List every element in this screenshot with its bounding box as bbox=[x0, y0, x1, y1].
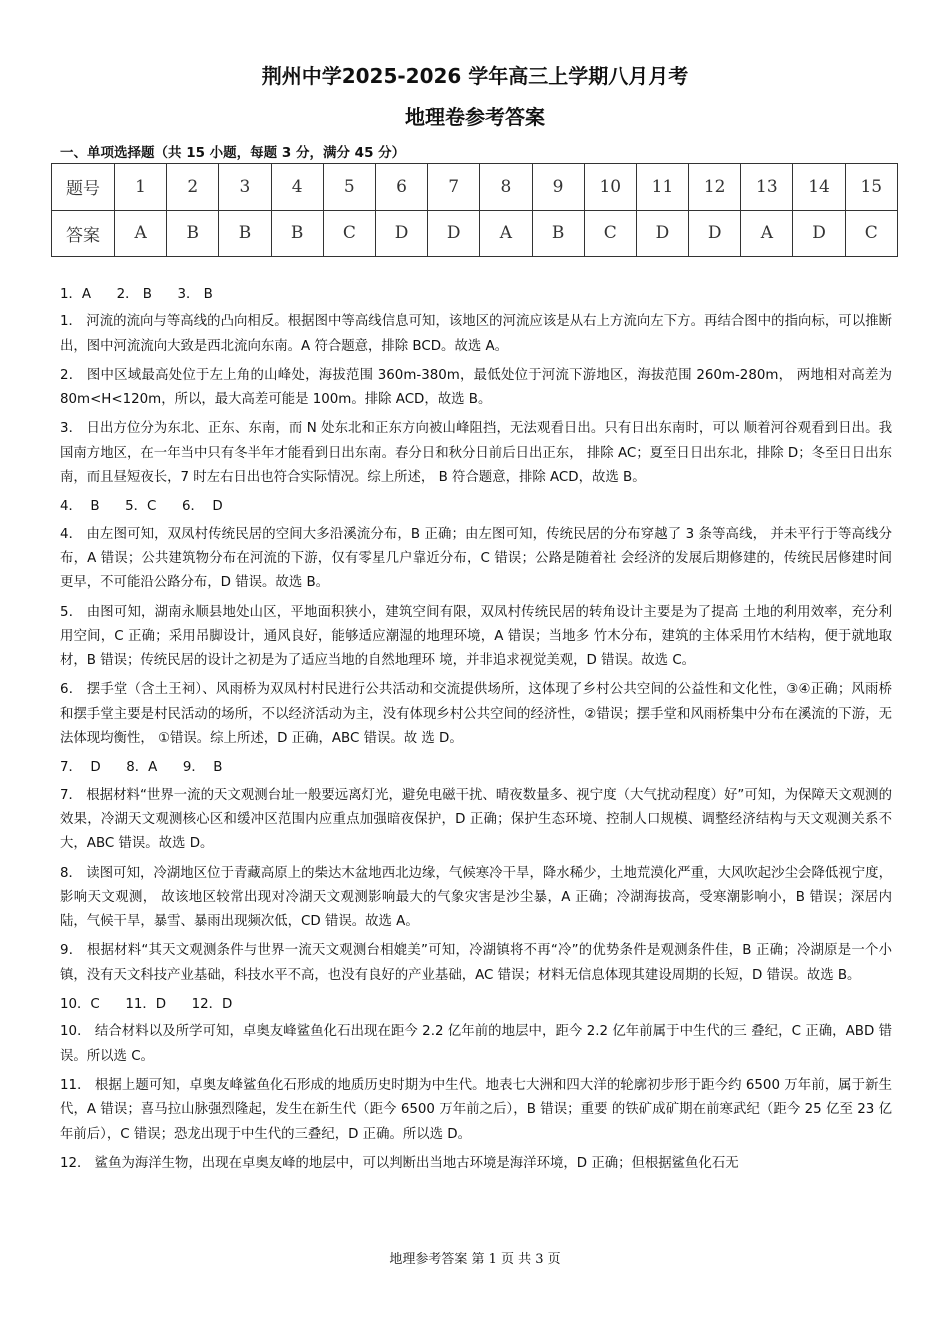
explanation-paragraph: 8． 读图可知，冷湖地区位于青藏高原上的柴达木盆地西北边缘，气候寒冷干旱，降水稀少，土地荒漠化严重，大风吹起沙尘会降低视宁度，影响天文观测， 故该地区较常出现对冷湖天文观测影响最大的气象灾害是沙尘暴，A 正确；冷湖海拔高，受寒潮影响小，B 错误；深居内陆，气候干旱，暴雪、暴雨出现频次低，CD 错误。故选 A。 bbox=[60, 865, 892, 930]
question-number-cell: 13 bbox=[741, 164, 793, 211]
answer-cell: D bbox=[793, 210, 845, 257]
explanation-paragraph: 5． 由图可知，湖南永顺县地处山区，平地面积狭小，建筑空间有限，双凤村传统民居的转角设计主要是为了提高 土地的利用效率，充分利用空间，C 正确；采用吊脚设计，通风良好，能够适应潮湿的地理环境，A 错误；当地多 竹木分布，建筑的主体采用竹木结构，便于就地取材，B 错误；传统民居的设计之初是为了适应当地的自然地理环 境，并非追求视觉美观，D 错误。故选 C。 bbox=[60, 604, 892, 669]
explanation-paragraph: 6． 摆手堂（含土王祠）、风雨桥为双凤村村民进行公共活动和交流提供场所，这体现了乡村公共空间的公益性和文化性，③④正确；风雨桥和摆手堂主要是村民活动的场所，不以经济活动为主，没有体现乡村公共空间的经济性，②错误；摆手堂和风雨桥集中分布在溪流的下游，无法体现均衡性， ①错误。综上所述，D 正确，ABC 错误。故 选 D。 bbox=[60, 682, 892, 747]
question-number-cell: 1 bbox=[115, 164, 167, 211]
question-number-cell: 15 bbox=[845, 164, 897, 211]
answer-summary-line: 7． D 8．A 9． B bbox=[60, 760, 223, 776]
explanation-paragraph: 9． 根据材料“其天文观测条件与世界一流天文观测台相媲美”可知，冷湖镇将不再“冷”的优势条件是观测条件佳，B 正确；冷湖原是一个小镇，没有天文科技产业基础，科技水平不高，也没有良好的产业基础，AC 错误；材料无信息体现其建设周期的长短，D 错误。故选 B。 bbox=[60, 943, 892, 983]
table-row-answers bbox=[52, 210, 898, 257]
explanation-paragraph: 10． 结合材料以及所学可知，卓奥友峰鲨鱼化石出现在距今 2.2 亿年前的地层中，距今 2.2 亿年前属于中生代的三 叠纪，C 正确，ABD 错误。所以选 C。 bbox=[60, 1024, 892, 1064]
answer-cell: D bbox=[375, 210, 427, 257]
question-number-cell: 7 bbox=[428, 164, 480, 211]
answer-cell: B bbox=[532, 210, 584, 257]
explanation-paragraph: 4． 由左图可知，双凤村传统民居的空间大多沿溪流分布，B 正确；由左图可知，传统民居的分布穿越了 3 条等高线， 并未平行于等高线分布，A 错误；公共建筑物分布在河流的下游，仅有零星几户靠近分布，C 错误；公路是随着社 会经济的发展后期修建的，传统民居修建时间更早，不可能沿公路分布，D 错误。故选 B。 bbox=[60, 526, 892, 591]
answer-cell: B bbox=[271, 210, 323, 257]
explanation-paragraph: 11． 根据上题可知，卓奥友峰鲨鱼化石形成的地质历史时期为中生代。地表七大洲和四大洋的轮廓初步形于距今约 6500 万年前，属于新生代，A 错误；喜马拉山脉强烈隆起，发生在新生代（距今 6500 万年前之后），B 错误；重要 的铁矿成矿期在前寒武纪（距今 25 亿至 23 亿年前后），C 错误；恐龙出现于中生代的三叠纪，D 正确。所以选 D。 bbox=[60, 1077, 892, 1142]
answer-cell: B bbox=[167, 210, 219, 257]
question-number-cell: 11 bbox=[636, 164, 688, 211]
answer-summary-line: 4． B 5．C 6． D bbox=[60, 499, 223, 515]
answer-cell: D bbox=[636, 210, 688, 257]
question-number-cell: 12 bbox=[689, 164, 741, 211]
explanation-paragraph: 2． 图中区域最高处位于左上角的山峰处，海拔范围 360m-380m，最低处位于河流下游地区，海拔范围 260m-280m， 两地相对高差为 80m<H<120m，所以，最大高差可能是 100m。排除 ACD，故选 B。 bbox=[60, 367, 892, 408]
explanation-paragraph: 12． 鲨鱼为海洋生物，出现在卓奥友峰的地层中，可以判断出当地古环境是海洋环境，D 正确；但根据鲨鱼化石无 bbox=[60, 1155, 739, 1171]
answer-cell: A bbox=[480, 210, 532, 257]
question-number-cell: 8 bbox=[480, 164, 532, 211]
answer-summary-line: 1．A 2． B 3． B bbox=[60, 287, 213, 302]
answer-cell: C bbox=[584, 210, 636, 257]
table-row-numbers bbox=[52, 164, 898, 211]
answer-cell: C bbox=[323, 210, 375, 257]
question-number-cell: 5 bbox=[323, 164, 375, 211]
question-number-cell: 6 bbox=[375, 164, 427, 211]
answer-cell: D bbox=[428, 210, 480, 257]
answer-cell: D bbox=[689, 210, 741, 257]
row-label-number: 题号 bbox=[52, 164, 115, 211]
answer-summary-line: 10．C 11．D 12．D bbox=[60, 997, 233, 1013]
question-number-cell: 3 bbox=[219, 164, 271, 211]
answer-cell: A bbox=[115, 210, 167, 257]
explanation-paragraph: 7． 根据材料“世界一流的天文观测台址一般要远离灯光，避免电磁干扰、晴夜数量多、视宁度（大气扰动程度）好”可知，为保障天文观测的效果，冷湖天文观测核心区和缓冲区范围内应重点加强暗夜保护，D 正确；保护生态环境、控制人口规模、调整经济结构与天文观测关系不大，ABC 错误。故选 D。 bbox=[60, 787, 892, 852]
row-label-answer: 答案 bbox=[52, 210, 115, 257]
answer-cell: B bbox=[219, 210, 271, 257]
answer-table bbox=[51, 163, 898, 257]
page-subtitle: 地理卷参考答案 bbox=[405, 105, 545, 129]
answer-cell: A bbox=[741, 210, 793, 257]
question-number-cell: 10 bbox=[584, 164, 636, 211]
page-footer: 地理参考答案 第 1 页 共 3 页 bbox=[389, 1252, 561, 1267]
question-number-cell: 2 bbox=[167, 164, 219, 211]
explanation-paragraph: 3． 日出方位分为东北、正东、东南，而 N 处东北和正东方向被山峰阻挡，无法观看日出。只有日出东南时，可以 顺着河谷观看到日出。我国南方地区，在一年当中只有冬半年才能看到日出东南。春分日和秋分日前后日出正东， 排除 AC；夏至日日出东北，排除 D；冬至日日出东南，而且昼短夜长，7 时左右日出也符合实际情况。综上所述， B 符合题意，排除 ACD，故选 B。 bbox=[60, 421, 892, 486]
explanations bbox=[60, 283, 892, 1181]
question-number-cell: 9 bbox=[532, 164, 584, 211]
explanation-paragraph: 1． 河流的流向与等高线的凸向相反。根据图中等高线信息可知，该地区的河流应该是从右上方流向左下方。再结合图中的指向标，可以推断出，图中河流流向大致是西北流向东南。A 符合题意，排除 BCD。故选 A。 bbox=[60, 314, 892, 354]
question-number-cell: 14 bbox=[793, 164, 845, 211]
section-heading: 一、单项选择题（共 15 小题，每题 3 分，满分 45 分） bbox=[60, 145, 406, 161]
answer-cell: C bbox=[845, 210, 897, 257]
question-number-cell: 4 bbox=[271, 164, 323, 211]
page-title: 荆州中学2025-2026 学年高三上学期八月月考 bbox=[261, 64, 689, 88]
